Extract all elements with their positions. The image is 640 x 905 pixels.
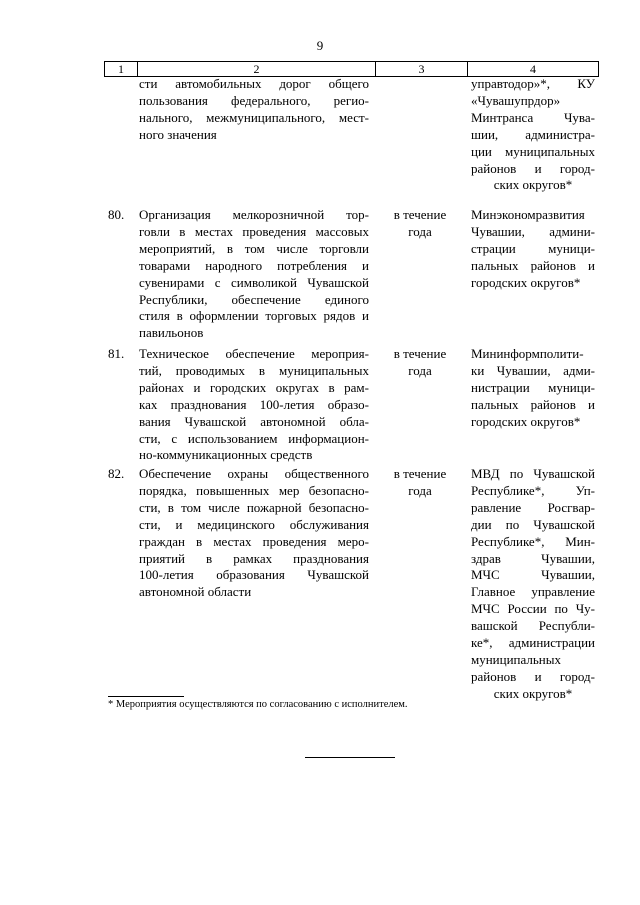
row-number: 81. xyxy=(108,346,125,361)
text-line: ских округов* xyxy=(493,685,573,701)
text-line: Мининформполити- xyxy=(471,346,584,361)
text-line: товарами народного потребления и xyxy=(139,257,369,273)
row-description xyxy=(139,466,369,601)
row-description xyxy=(139,207,369,342)
text-line: нистрации муници- xyxy=(471,379,595,395)
text-line: мероприятий, в том числе торговли xyxy=(139,240,369,256)
header-col-1: 1 xyxy=(104,62,137,76)
text-line: сти, и медицинского обслуживания xyxy=(139,516,369,532)
text-line: «Чувашупрдор» xyxy=(471,92,561,108)
text-line: пальных районов и xyxy=(471,257,595,273)
row-term xyxy=(378,207,462,241)
continuation-executor xyxy=(471,76,595,194)
text-line: муниципальных xyxy=(471,651,562,667)
text-line: равление Росгвар- xyxy=(471,499,595,515)
row-term xyxy=(378,466,462,500)
text-line: тий, проводимых в муниципальных xyxy=(139,362,369,378)
text-line: Минтранса Чува- xyxy=(471,109,595,125)
row-number: 82. xyxy=(108,466,125,481)
text-line: районов и город- xyxy=(471,668,595,684)
header-col-3: 3 xyxy=(375,62,467,76)
text-line: сти автомобильных дорог общего xyxy=(139,76,369,91)
text-line: Организация мелкорозничной тор- xyxy=(139,207,369,222)
end-divider xyxy=(305,757,395,758)
text-line: страции муници- xyxy=(471,240,595,256)
text-line: стиля в оформлении торговых рядов и xyxy=(139,308,369,324)
row-executor xyxy=(471,346,595,431)
text-line: вания Чувашской автономной обла- xyxy=(139,413,369,429)
text-line: Чувашии, админи- xyxy=(471,223,595,239)
text-line: в течение xyxy=(393,346,447,361)
text-line: Главное управление xyxy=(471,584,595,600)
row-term xyxy=(378,346,462,380)
text-line: городских округов* xyxy=(471,274,581,290)
text-line: районах и городских округах в рам- xyxy=(139,379,369,395)
text-line: ке*, администрации xyxy=(471,635,595,651)
text-line: дии по Чувашской xyxy=(471,516,595,532)
text-line: районов и город- xyxy=(471,160,595,176)
text-line: Республики, обеспечение единого xyxy=(139,291,369,307)
text-line: нального, межмуниципального, мест- xyxy=(139,109,369,125)
text-line: в течение xyxy=(393,466,447,481)
text-line: ках празднования 100-летия образо- xyxy=(139,396,369,412)
text-line: сти, в том числе пожарной безопасно- xyxy=(139,499,369,515)
footnote: * Мероприятия осуществляются по согласованию с исполнителем. xyxy=(108,699,408,710)
text-line: говли в местах проведения массовых xyxy=(139,223,369,239)
text-line: управтодор»*, КУ xyxy=(471,76,595,91)
text-line: МЧС Чувашии, xyxy=(471,567,595,583)
text-line: Минэкономразвития xyxy=(471,207,585,222)
text-line: сти, с использованием информацион- xyxy=(139,430,369,446)
text-line: сувенирами с символикой Чувашской xyxy=(139,274,369,290)
text-line: года xyxy=(408,223,432,239)
text-line: МВД по Чувашской xyxy=(471,466,595,481)
text-line: автономной области xyxy=(139,584,252,600)
text-line: городских округов* xyxy=(471,413,581,429)
text-line: павильонов xyxy=(139,325,204,341)
text-line: в течение xyxy=(393,207,447,222)
table-header-row xyxy=(104,61,599,77)
text-line: пальных районов и xyxy=(471,396,595,412)
text-line: ции муниципальных xyxy=(471,143,595,159)
row-executor xyxy=(471,466,595,703)
text-line: Техническое обеспечение мероприя- xyxy=(139,346,369,361)
text-line: пользования федерального, регио- xyxy=(139,92,369,108)
footnote-divider xyxy=(108,696,184,697)
page-number: 9 xyxy=(316,38,324,53)
text-line: 100-летия образования Чувашской xyxy=(139,567,369,583)
row-executor xyxy=(471,207,595,292)
text-line: ских округов* xyxy=(493,177,573,193)
text-line: но-коммуникационных средств xyxy=(139,447,313,463)
text-line: граждан в местах проведения меро- xyxy=(139,533,369,549)
row-description xyxy=(139,346,369,464)
text-line: года xyxy=(408,482,432,498)
text-line: шии, администра- xyxy=(471,126,595,142)
text-line: ного значения xyxy=(139,126,217,142)
text-line: вашской Республи- xyxy=(471,618,595,634)
text-line: Республике*, Мин- xyxy=(471,533,595,549)
text-line: Обеспечение охраны общественного xyxy=(139,466,369,481)
text-line: ки Чувашии, адми- xyxy=(471,362,595,378)
text-line: года xyxy=(408,362,432,378)
text-line: МЧС России по Чу- xyxy=(471,601,595,617)
header-col-2: 2 xyxy=(137,62,375,76)
header-col-4: 4 xyxy=(467,62,599,76)
continuation-description xyxy=(139,76,369,144)
row-number: 80. xyxy=(108,207,125,222)
text-line: здрав Чувашии, xyxy=(471,550,595,566)
text-line: Республике*, Уп- xyxy=(471,482,595,498)
text-line: порядка, повышенных мер безопасно- xyxy=(139,482,369,498)
text-line: приятий в рамках празднования xyxy=(139,550,369,566)
